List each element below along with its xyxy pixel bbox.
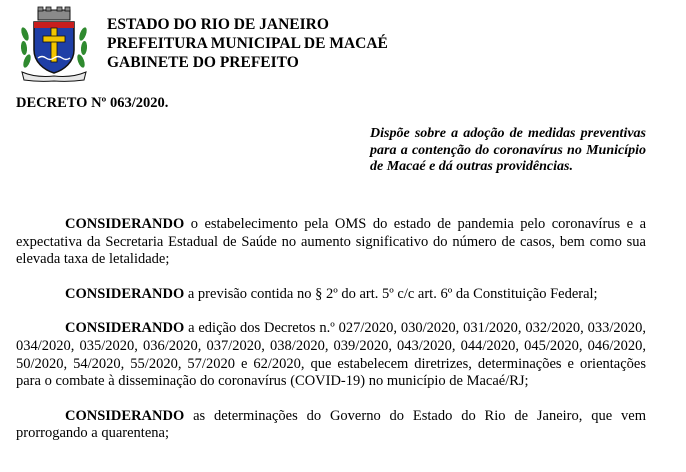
paragraph-lead: CONSIDERANDO [65, 285, 185, 302]
header-prefecture: PREFEITURA MUNICIPAL DE MACAÉ [107, 35, 388, 52]
document-body [16, 216, 646, 460]
paragraph-text: a previsão contida no § 2º do art. 5º c/c art. 6º da Constituição Federal; [184, 285, 598, 302]
paragraph-lead: CONSIDERANDO [65, 216, 185, 232]
paragraph-text: a edição dos Decretos n.º 027/2020, 030/2020, 031/2020, 032/2020, 033/2020, 034/2020, 035/2020, 036/2020, 037/2020, 038/2020, 039/2020, 043/2020, 044/2020, 045/2020, 046/2020, 50/2020, 54/2020, 55/2020, 57/2020 e 62/2020, que estabelecem diretrizes, determinações e orientações para o combate à disseminação do coronavírus (COVID-19) no município de Macaé/RJ; [16, 320, 646, 390]
document-header [107, 15, 388, 72]
paragraph-lead: CONSIDERANDO [65, 320, 185, 337]
header-state: ESTADO DO RIO DE JANEIRO [107, 16, 329, 33]
decree-summary: Dispõe sobre a adoção de medidas preventivas para a contenção do coronavírus no Município de Macaé e dá outras providências. [370, 126, 646, 174]
considering-paragraph-1 [16, 216, 646, 269]
paragraph-text: o estabelecimento pela OMS do estado de pandemia pelo coronavírus e a expectativa da Secretaria Estadual de Saúde no aumento significativo do número de casos, bem como sua elevada taxa de letalidade; [16, 216, 646, 268]
paragraph-lead: CONSIDERANDO [65, 407, 185, 424]
considering-paragraph-4 [16, 408, 646, 443]
considering-paragraph-3 [16, 320, 646, 390]
decree-title: DECRETO Nº 063/2020. [16, 95, 169, 111]
municipal-coat-of-arms-icon [16, 6, 92, 82]
paragraph-text: as determinações do Governo do Estado do Rio de Janeiro, que vem prorrogando a quarentena; [16, 407, 646, 442]
header-office: GABINETE DO PREFEITO [107, 54, 299, 71]
considering-paragraph-2 [16, 286, 646, 304]
